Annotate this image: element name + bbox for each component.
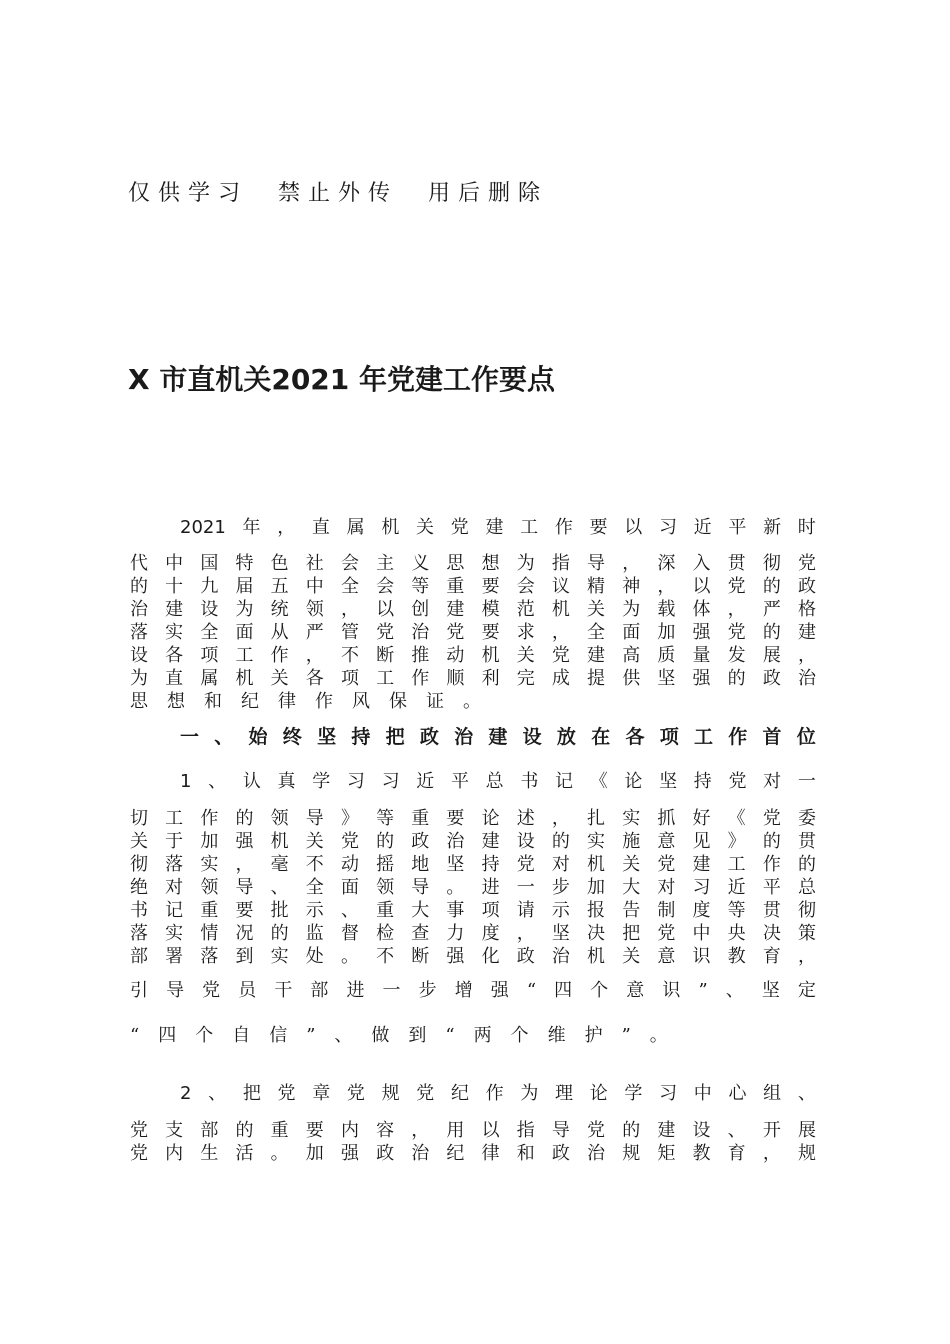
para-2-line-8: 部 署 落 到 实 处 。 不 断 强 化 政 治 机 关 意 识 教 育 ， [130,946,816,967]
para-1-line-7: 为 直 属 机 关 各 项 工 作 顺 利 完 成 提 供 坚 强 的 政 治 [130,668,816,689]
para-3-line-1: 2 、 把 党 章 党 规 党 纪 作 为 理 论 学 习 中 心 组 、 [180,1083,816,1104]
para-1-line-8: 思想和纪律作风保证。 [130,691,500,712]
para-3-line-2: 党 支 部 的 重 要 内 容 ， 用 以 指 导 党 的 建 设 、 开 展 [130,1120,816,1141]
para-2-line-10: “四个自信”、做到“两个维护”。 [130,1025,687,1046]
para-1-line-5: 落 实 全 面 从 严 管 党 治 党 要 求 ， 全 面 加 强 党 的 建 [130,622,816,643]
para-2-line-6: 书 记 重 要 批 示 、 重 大 事 项 请 示 报 告 制 度 等 贯 彻 [130,900,816,921]
para-2-line-4: 彻 落 实 ， 毫 不 动 摇 地 坚 持 党 对 机 关 党 建 工 作 的 [130,854,816,875]
para-2-line-7: 落 实 情 况 的 监 督 检 查 力 度 ， 坚 决 把 党 中 央 决 策 [130,923,816,944]
document-title: X 市直机关2021 年党建工作要点 [128,363,556,396]
restriction-notice: 仅供学习 禁止外传 用后删除 [128,181,548,206]
para-2-line-2: 切 工 作 的 领 导 》 等 重 要 论 述 ， 扎 实 抓 好 《 党 委 [130,808,816,829]
para-3-line-3: 党 内 生 活 。 加 强 政 治 纪 律 和 政 治 规 矩 教 育 ， 规 [130,1143,816,1164]
para-1-line-6: 设 各 项 工 作 ， 不 断 推 动 机 关 党 建 高 质 量 发 展 ， [130,645,816,666]
para-2-line-5: 绝 对 领 导 、 全 面 领 导 。 进 一 步 加 大 对 习 近 平 总 [130,877,816,898]
para-1-line-4: 治 建 设 为 统 领 ， 以 创 建 模 范 机 关 为 载 体 ， 严 格 [130,599,816,620]
para-2-line-3: 关 于 加 强 机 关 党 的 政 治 建 设 的 实 施 意 见 》 的 贯 [130,831,816,852]
para-1-line-2: 代 中 国 特 色 社 会 主 义 思 想 为 指 导 ， 深 入 贯 彻 党 [130,553,816,574]
para-1-line-3: 的 十 九 届 五 中 全 会 等 重 要 会 议 精 神 ， 以 党 的 政 [130,576,816,597]
para-2-line-9: 引 导 党 员 干 部 进 一 步 增 强 “ 四 个 意 识 ” 、 坚 定 [130,980,816,1001]
section-heading-1: 一 、 始 终 坚 持 把 政 治 建 设 放 在 各 项 工 作 首 位 [180,726,816,748]
para-2-line-1: 1 、 认 真 学 习 习 近 平 总 书 记 《 论 坚 持 党 对 一 [180,771,816,792]
para-1-line-1: 2021 年 ， 直 属 机 关 党 建 工 作 要 以 习 近 平 新 时 [180,517,816,538]
